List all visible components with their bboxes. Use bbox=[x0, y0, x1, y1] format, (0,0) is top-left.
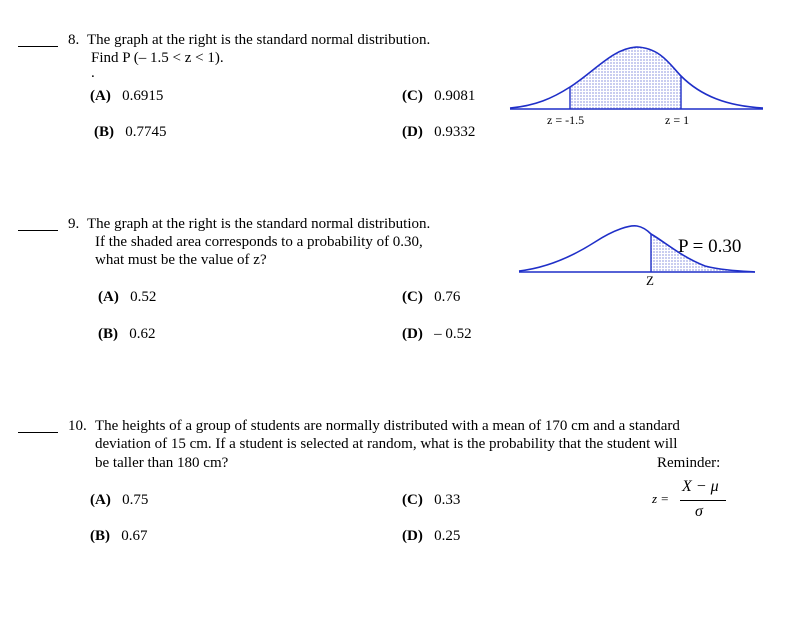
option-letter: (D) bbox=[402, 528, 423, 544]
option-a-q10[interactable] bbox=[90, 492, 148, 509]
option-d-q9[interactable] bbox=[402, 326, 472, 343]
formula-lhs: z = bbox=[652, 491, 670, 506]
option-letter: (D) bbox=[402, 326, 423, 342]
question-text-line-2-q10: deviation of 15 cm. If a student is selected at random, what is the probability that the student will bbox=[95, 436, 678, 452]
right-bound-label: z = 1 bbox=[665, 113, 690, 127]
option-value: 0.67 bbox=[121, 528, 148, 544]
answer-blank-q9[interactable] bbox=[18, 230, 58, 231]
fraction-bar bbox=[680, 500, 726, 501]
option-b-q9[interactable] bbox=[98, 326, 156, 343]
option-b-q10[interactable] bbox=[90, 528, 148, 545]
normal-curve-graph-q8 bbox=[505, 38, 767, 133]
question-text-line-3-q9: what must be the value of z? bbox=[95, 252, 267, 268]
option-c-q9[interactable] bbox=[402, 289, 460, 306]
reminder-label: Reminder: bbox=[657, 455, 721, 471]
option-letter: (D) bbox=[402, 124, 423, 140]
question-text-line-1-q10: The heights of a group of students are normally distributed with a mean of 170 cm and a standard bbox=[95, 418, 680, 434]
option-letter: (B) bbox=[90, 528, 110, 544]
option-value: 0.9081 bbox=[434, 88, 476, 104]
option-value: 0.9332 bbox=[434, 124, 476, 140]
option-letter: (C) bbox=[402, 492, 423, 508]
option-d-q10[interactable] bbox=[402, 528, 460, 545]
question-text-line-3-q8: . bbox=[91, 65, 95, 81]
option-d-q8[interactable] bbox=[402, 124, 475, 141]
question-text-line-1-q9: The graph at the right is the standard normal distribution. bbox=[87, 216, 431, 232]
option-value: 0.62 bbox=[129, 326, 156, 342]
normal-curve-graph-q9 bbox=[515, 218, 760, 290]
shaded-region bbox=[570, 47, 681, 109]
option-c-q10[interactable] bbox=[402, 492, 460, 509]
probability-label: P = 0.30 bbox=[678, 236, 742, 257]
z-label: Z bbox=[646, 273, 654, 288]
question-number-q8: 8. bbox=[68, 32, 80, 48]
option-letter: (C) bbox=[402, 289, 423, 305]
option-letter: (C) bbox=[402, 88, 423, 104]
option-value: – 0.52 bbox=[434, 326, 472, 342]
option-a-q8[interactable] bbox=[90, 88, 163, 105]
question-text-line-2-q8: Find P (– 1.5 < z < 1). bbox=[91, 50, 224, 66]
answer-blank-q8[interactable] bbox=[18, 46, 58, 47]
option-a-q9[interactable] bbox=[98, 289, 156, 306]
option-value: 0.33 bbox=[434, 492, 461, 508]
z-score-formula bbox=[652, 478, 732, 524]
option-letter: (A) bbox=[90, 492, 111, 508]
option-letter: (A) bbox=[90, 88, 111, 104]
formula-denominator: σ bbox=[695, 503, 703, 520]
option-value: 0.6915 bbox=[122, 88, 164, 104]
question-number-q10: 10. bbox=[68, 418, 87, 434]
question-text-line-3-q10: be taller than 180 cm? bbox=[95, 455, 229, 471]
left-bound-label: z = -1.5 bbox=[547, 113, 585, 127]
option-c-q8[interactable] bbox=[402, 88, 475, 105]
option-value: 0.76 bbox=[434, 289, 461, 305]
option-value: 0.25 bbox=[434, 528, 461, 544]
option-letter: (B) bbox=[94, 124, 114, 140]
formula-numerator: X − μ bbox=[682, 478, 719, 495]
option-value: 0.7745 bbox=[125, 124, 167, 140]
option-value: 0.75 bbox=[122, 492, 149, 508]
question-text-line-1-q8: The graph at the right is the standard normal distribution. bbox=[87, 32, 431, 48]
option-b-q8[interactable] bbox=[94, 124, 167, 141]
question-text-line-2-q9: If the shaded area corresponds to a probability of 0.30, bbox=[95, 234, 423, 250]
option-value: 0.52 bbox=[130, 289, 157, 305]
option-letter: (B) bbox=[98, 326, 118, 342]
answer-blank-q10[interactable] bbox=[18, 432, 58, 433]
question-number-q9: 9. bbox=[68, 216, 80, 232]
option-letter: (A) bbox=[98, 289, 119, 305]
